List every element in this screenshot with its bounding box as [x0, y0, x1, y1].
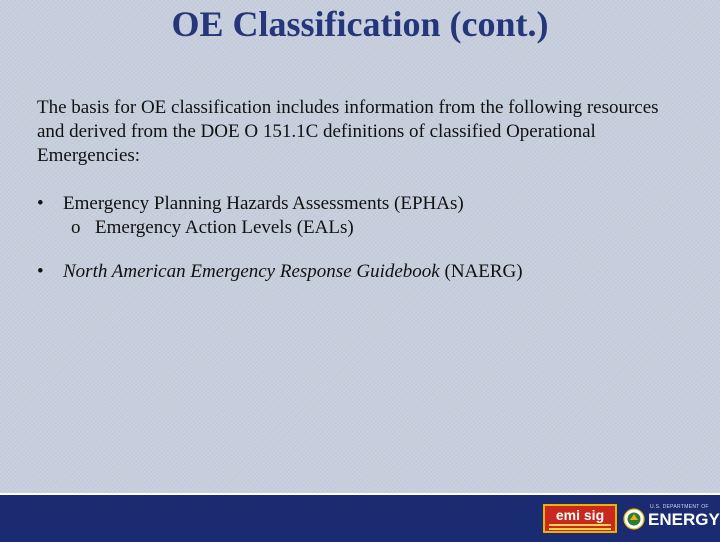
bullet-item-epha [37, 192, 697, 240]
bullet-italic-text: North American Emergency Response Guidebook [63, 261, 440, 282]
doe-energy-wordmark: ENERGY [648, 510, 720, 529]
sub-bullet-eal [63, 216, 697, 240]
doe-department-text: U.S. DEPARTMENT OF [650, 504, 709, 510]
bullet-marker: • [37, 261, 44, 282]
bullet-list [37, 192, 697, 284]
bullet-text: Emergency Planning Hazards Assessments (EPHAs) [63, 193, 464, 214]
footer-bar [0, 493, 720, 542]
bullet-marker: • [37, 193, 44, 214]
sub-bullet-text: Emergency Action Levels (EALs) [95, 217, 354, 238]
doe-seal-icon [623, 508, 645, 530]
bullet-text: (NAERG) [439, 261, 523, 282]
bullet-item-naerg [37, 260, 697, 284]
body-paragraph: The basis for OE classification includes information from the following resources and derived from the DOE O 151.1C definitions of classified Operational Emergencies: [37, 97, 659, 166]
slide-title: OE Classification (cont.) [171, 4, 549, 44]
sub-bullet-marker: o [71, 217, 81, 238]
emi-sig-logo [543, 504, 617, 533]
emi-sig-logo-text: emi sig [555, 507, 605, 523]
